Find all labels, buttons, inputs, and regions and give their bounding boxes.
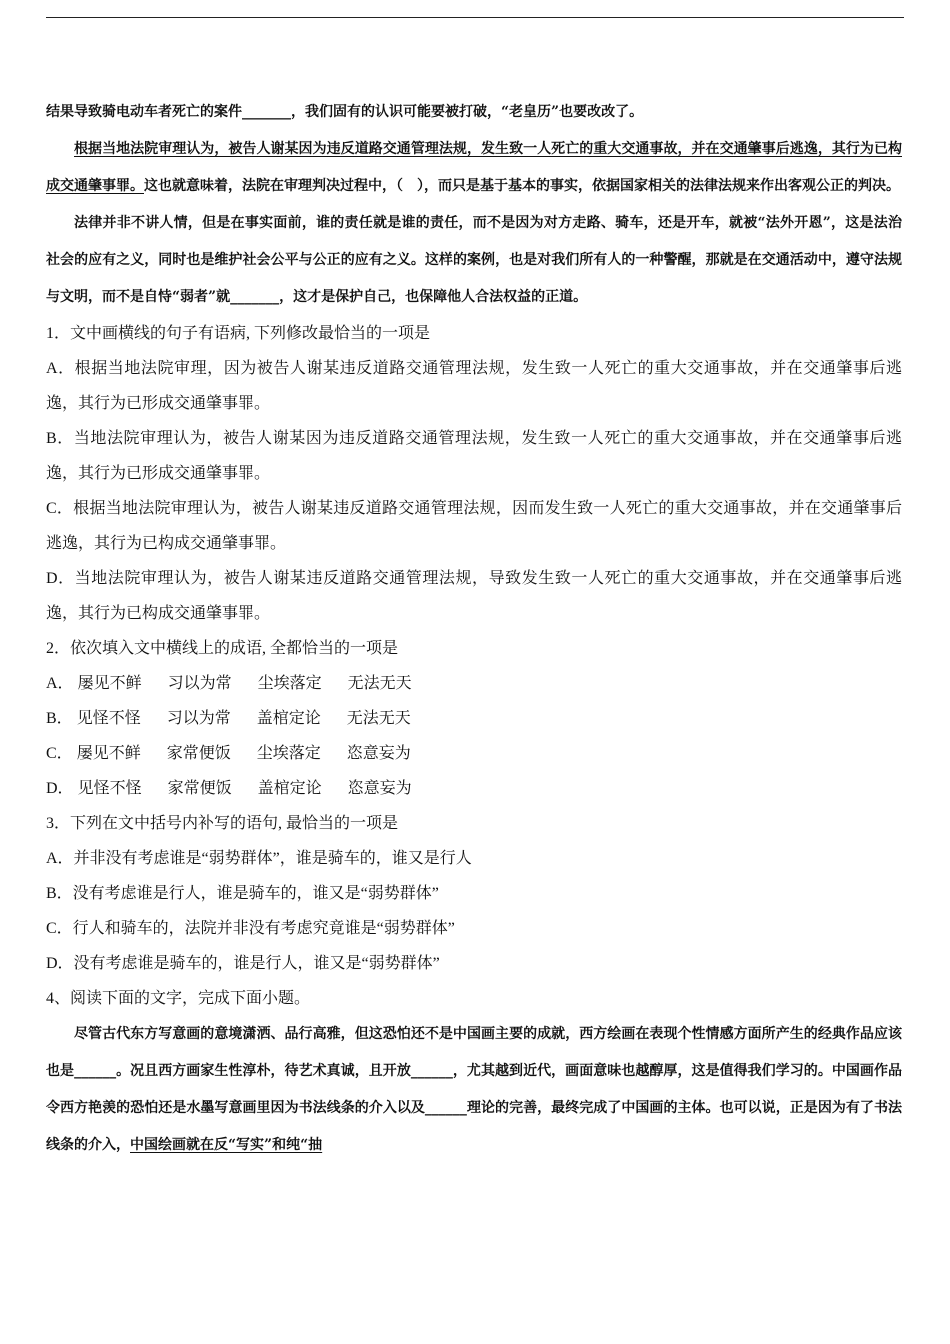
option-word: 见怪不怪 — [77, 780, 142, 797]
question-2-option-d[interactable] — [46, 771, 902, 806]
passage-paragraph-3: 法律并非不讲人情，但是在事实面前，谁的责任就是谁的责任，而不是因为对方走路、骑车，还是开车，就被“法外开恩”，这是法治社会的应有之义，同时也是维护社会公平与公正的应有之义。这样的案例，也是对我们所有人的一种警醒，那就是在交通活动中，遵守法规与文明，而不是自恃“弱者”就_______，这才是保护自己，也保障他人合法权益的正道。 — [46, 215, 902, 305]
question-1-option-c[interactable]: C．根据当地法院审理认为，被告人谢某违反道路交通管理法规，因而发生致一人死亡的重大交通事故，并在交通肇事后逃逸，其行为已构成交通肇事罪。 — [46, 500, 902, 552]
question-3-option-d[interactable]: D．没有考虑谁是骑车的，谁是行人，谁又是“弱势群体” — [46, 955, 440, 972]
question-2-option-b[interactable] — [46, 701, 902, 736]
option-word: 见怪不怪 — [76, 710, 141, 727]
question-2-option-a[interactable] — [46, 666, 902, 701]
question-1-stem: 1．文中画横线的句子有语病, 下列修改最恰当的一项是 — [46, 325, 431, 342]
passage-paragraph-2 — [46, 131, 902, 205]
option-label: C． — [46, 745, 73, 762]
option-word: 恣意妄为 — [347, 780, 412, 797]
option-word: 无法无天 — [346, 710, 411, 727]
underlined-sentence: 根据当地法院审理认为，被告人谢某因为违反道路交通管理法规，发生致一人死亡的重大交通事故，并在交通肇事后逃逸，其行为已构成交通肇事罪。 — [46, 141, 902, 194]
option-word: 屡见不鲜 — [76, 745, 141, 762]
question-3-option-c[interactable]: C．行人和骑车的，法院并非没有考虑究竟谁是“弱势群体” — [46, 920, 455, 937]
question-1-option-d[interactable]: D．当地法院审理认为，被告人谢某违反道路交通管理法规，导致发生致一人死亡的重大交通事故，并在交通肇事后逃逸，其行为已构成交通肇事罪。 — [46, 570, 902, 622]
document-body — [46, 94, 902, 1164]
question-2-option-c[interactable] — [46, 736, 902, 771]
option-word: 习以为常 — [167, 675, 232, 692]
question-4-stem: 4、阅读下面的文字，完成下面小题。 — [46, 990, 311, 1007]
option-label: D． — [46, 780, 74, 797]
option-word: 盖棺定论 — [256, 710, 321, 727]
paragraph-2-rest: 这也就意味着，法院在审理判决过程中，（ ），而只是基于基本的事实，依据国家相关的法律法规来作出客观公正的判决。 — [144, 178, 900, 194]
question-4-underlined-sentence: 中国绘画就在反“写实”和纯“抽 — [130, 1137, 323, 1153]
question-2-stem: 2．依次填入文中横线上的成语, 全都恰当的一项是 — [46, 640, 399, 657]
question-1-option-a[interactable]: A．根据当地法院审理，因为被告人谢某违反道路交通管理法规，发生致一人死亡的重大交通事故，并在交通肇事后逃逸，其行为已形成交通肇事罪。 — [46, 360, 902, 412]
option-label: A． — [46, 675, 74, 692]
passage-intro-line: 结果导致骑电动车者死亡的案件_______，我们固有的认识可能要被打破，“老皇历”也要改改了。 — [46, 104, 644, 120]
option-word: 恣意妄为 — [346, 745, 411, 762]
question-3-option-b[interactable]: B．没有考虑谁是行人，谁是骑车的，谁又是“弱势群体” — [46, 885, 439, 902]
option-word: 习以为常 — [166, 710, 231, 727]
header-rule — [46, 17, 904, 18]
question-3-option-a[interactable]: A．并非没有考虑谁是“弱势群体”，谁是骑车的，谁又是行人 — [46, 850, 472, 867]
option-word: 盖棺定论 — [257, 780, 322, 797]
question-3-stem: 3．下列在文中括号内补写的语句, 最恰当的一项是 — [46, 815, 399, 832]
question-4-passage — [46, 1016, 902, 1164]
option-word: 尘埃落定 — [257, 675, 322, 692]
question-4-passage-text: 尽管古代东方写意画的意境潇洒、品行高雅，但这恐怕还不是中国画主要的成就，西方绘画在表现个性情感方面所产生的经典作品应该也是______。况且西方画家生性淳朴，待艺术真诚，且开放______，尤其越到近代，画面意味也越醇厚，这是值得我们学习的。中国画作品令西方艳羡的恐怕还是水墨写意画里因为书法线条的介入以及______理论的完善，最终完成了中国画的主体。也可以说，正是因为有了书法线条的介入， — [46, 1026, 902, 1153]
option-word: 家常便饭 — [167, 780, 232, 797]
option-word: 屡见不鲜 — [77, 675, 142, 692]
option-word: 尘埃落定 — [256, 745, 321, 762]
option-word: 家常便饭 — [166, 745, 231, 762]
option-label: B． — [46, 710, 73, 727]
question-1-option-b[interactable]: B．当地法院审理认为，被告人谢某因为违反道路交通管理法规，发生致一人死亡的重大交通事故，并在交通肇事后逃逸，其行为已形成交通肇事罪。 — [46, 430, 902, 482]
option-word: 无法无天 — [347, 675, 412, 692]
